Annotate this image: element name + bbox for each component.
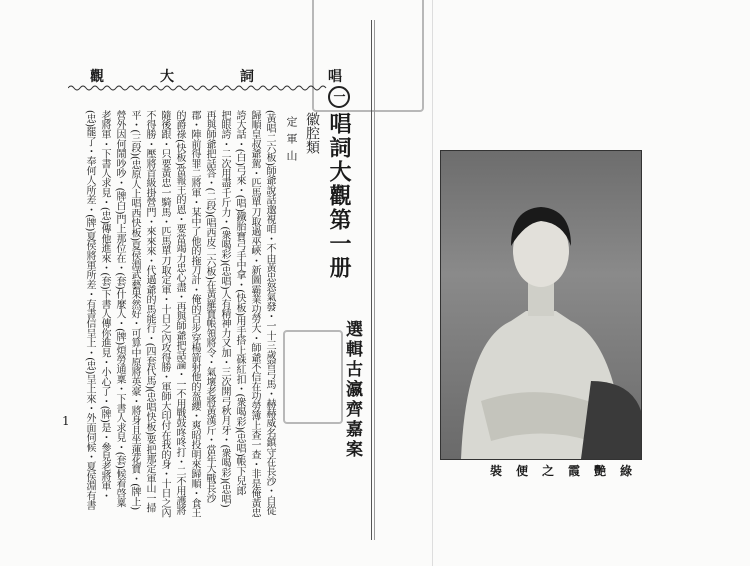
text-column: 誇大話・(白)弓來・(唱)鐵胎寶弓手中拿・(快板)用手搭上硃紅扣・(衆喝彩)(忠唱)帳下兒郎 [234, 110, 245, 496]
text-column: 郡・陣前得罪二將軍・某中了他的拖刀計・俺的百步穿楊箭射他的盔纓・爽昭投明來歸順・食王 [189, 110, 200, 518]
text-column: (忠)罷了・奉何人所差・(牌)夏侯將軍所差・有書信呈上・(忠)呈上來・外面伺候・夏侯淵有書 [84, 110, 95, 510]
text-column: 歸順皇叔爺駕・匹馬單刀取過巫峽・新圖霸業功勞大・師爺不信在功勞簿上查一查・非是俺黃忠 [249, 110, 260, 518]
title-text: 唱詞大觀第一册 [326, 112, 352, 280]
running-header-char: 詞 [240, 69, 254, 85]
running-header-char: 唱 [328, 69, 342, 85]
text-column: 再與師爺把話答・(二段)(唱西皮二六板)在黃羅寶帳領將令・氣壞老將黃漢斤・當年大戰長沙 [204, 110, 215, 503]
gutter [432, 0, 433, 566]
category-heading: 徽腔類 [304, 112, 320, 154]
portrait-figure [441, 151, 641, 459]
text-column: 的爵祿(快板)當報王的恩・要當竭力忠心盡・再與師爺把話論・一不用戰鼓咚咚打・二不用護將 [174, 110, 185, 515]
running-header-char: 大 [160, 69, 174, 85]
library-seal-middle [283, 330, 343, 424]
portrait-photo [440, 150, 642, 460]
page-border [374, 20, 375, 540]
text-column: 平・(三段)(忠原人上唱西快板)夏侯淵武藝果然好・可算中原將英豪・將身且坐蓮花寶・(牌上) [129, 110, 140, 510]
page-border [371, 20, 372, 540]
text-column: 老將軍・下書人求見・(忠)傳他進來・(套)下書人傳你進見・小心了・(牌)是・參見老將軍・ [99, 110, 110, 501]
title-number-mark: 一 [328, 86, 350, 108]
text-column: 隨後跟・只要黃忠一騎馬・匹馬單刀取定軍・十日之內攻得勝・軍師大印付在我的身・十日之內 [159, 110, 170, 518]
text-column: (黃唱二六板)師爺說話邈視咱・不由黃忠怒氣發・一十三歲習弓馬・赫赫威名鎮守在長沙・自從 [264, 110, 275, 515]
text-column: 把眼誇・二次用盡千斤力・(衆喝彩)(忠唱)人有精神力又加・三次開弓秋月牙・(衆喝彩)(忠唱) [219, 110, 230, 508]
piece-title: 定軍山 [285, 116, 298, 167]
photo-caption: 綠艷霞之便裝 [490, 464, 647, 478]
text-column: 營外因何鬧吵吵・(牌白)門上那位在・(套)什麼人・(牌)煩勞通稟・下書人求見・(套)候着啓稟 [114, 110, 125, 508]
book-title [324, 86, 355, 280]
page-number: 1 [62, 414, 70, 428]
text-column: 不得勝・壓將首級掛營門・來來來・代過爺的馬能行・(四套代馬)(忠唱快板)要把那定軍山一掃 [144, 110, 155, 513]
running-header-char: 觀 [90, 69, 104, 85]
editor-credit: 選輯古瀛齊嘉案 [342, 320, 362, 460]
header-wavy-rule [68, 84, 330, 92]
